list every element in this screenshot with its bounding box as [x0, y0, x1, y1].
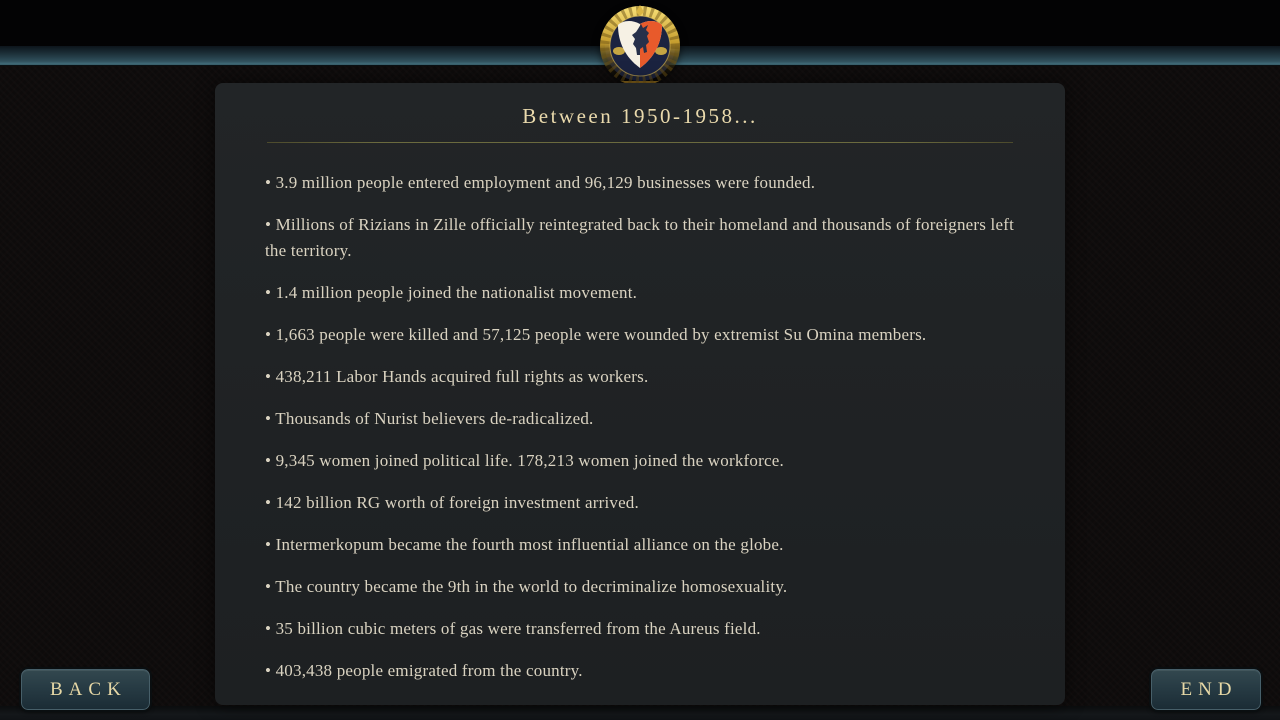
summary-bullet: • 35 billion cubic meters of gas were transferred from the Aureus field.: [265, 619, 761, 638]
summary-bullet: • 142 billion RG worth of foreign investment arrived.: [265, 493, 639, 512]
title-separator: [267, 142, 1013, 143]
summary-bullet: • The country became the 9th in the world to decriminalize homosexuality.: [265, 577, 788, 596]
summary-bullet: • Intermerkopum became the fourth most influential alliance on the globe.: [265, 535, 784, 554]
summary-bullet: • 9,345 women joined political life. 178,213 women joined the workforce.: [265, 451, 784, 470]
end-button[interactable]: END: [1151, 669, 1261, 710]
summary-bullet: • Millions of Rizians in Zille officially reintegrated back to their homeland and thousands of foreigners left the territory.: [265, 215, 1014, 260]
summary-panel: [215, 83, 1065, 705]
summary-bullet: • 1,663 people were killed and 57,125 people were wounded by extremist Su Omina members.: [265, 325, 927, 344]
national-emblem-svg: [598, 4, 682, 88]
summary-bullet: • 403,438 people emigrated from the country.: [265, 661, 583, 680]
summary-bullet: • 438,211 Labor Hands acquired full rights as workers.: [265, 367, 649, 386]
page-title: Between 1950-1958...: [522, 104, 758, 128]
summary-bullet: • Thousands of Nurist believers de-radicalized.: [265, 409, 594, 428]
summary-bullet: • 1.4 million people joined the nationalist movement.: [265, 283, 638, 302]
back-button[interactable]: BACK: [21, 669, 150, 710]
summary-bullet-list: [215, 170, 1065, 684]
summary-bullet: • 3.9 million people entered employment and 96,129 businesses were founded.: [265, 173, 816, 192]
bottom-dark-band: [0, 706, 1280, 720]
national-emblem-icon: [598, 4, 682, 88]
